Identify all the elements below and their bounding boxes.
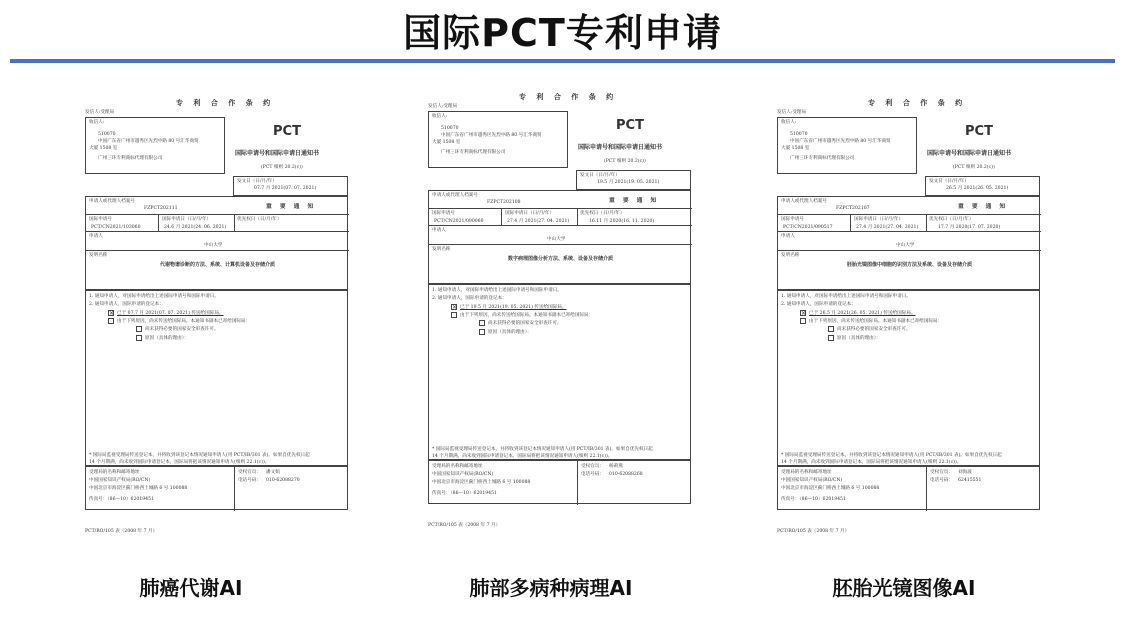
recipient-box — [428, 111, 568, 168]
priority-label: 优先权日（日/月/年） — [580, 211, 625, 216]
rule-reference: (PCT 细则 20.2(c)) — [953, 165, 995, 170]
footnote-line2: 14 个月期满，尚未收到国际申请登记本，国际局将把该情况通知申请人(细则 22.1(c))。 — [89, 460, 270, 465]
footnote-line2: 14 个月期满，尚未收到国际申请登记本，国际局将把该情况通知申请人(细则 22.1(c))。 — [781, 460, 962, 465]
checkbox-transmitted: ✕ — [452, 304, 458, 311]
notice-item-1: 1. 通知申请人，对国际申请给出上述国际申请号和国际申请日。 — [89, 294, 219, 299]
transmitted-text: 已于 26.5 月 2021(26. 05. 2021) 传送给国际局。 — [809, 311, 916, 316]
form-code: PCT/RO/105 表（2008 年 7 月） — [428, 523, 501, 528]
other-reason-text: 原因（具体的理由）： — [837, 336, 881, 341]
security-clearance-text: 尚未获得必要的国家安全审查许可。 — [488, 321, 562, 326]
applicant-label: 申请人 — [781, 234, 795, 239]
recipient-postcode: 510070 — [790, 132, 808, 137]
fax-number: 传真号：（86—10）62019451 — [89, 497, 154, 502]
page-title: 国际PCT专利申请 — [403, 11, 722, 55]
office-box — [777, 466, 1040, 510]
mail-date-label: 发文日（日/月/年） — [237, 179, 277, 184]
recipient-agency: 广州三环专利商标代理有限公司 — [98, 156, 163, 161]
transmitted-text: 已于 07.7 月 2021(07. 07. 2021) 传送给国际局。 — [117, 311, 224, 316]
not-transmitted-text: 由于下列原因，尚未传送给国际局。本通知书副本已寄给国际局： — [117, 319, 251, 324]
mail-date-box — [576, 170, 691, 190]
office-label: 受理局的名称和邮寄地址 — [781, 470, 832, 475]
phone-number: 62415551 — [958, 478, 982, 483]
checkbox-not-transmitted — [108, 318, 114, 324]
pct-label: PCT — [965, 124, 993, 139]
priority-label: 优先权日（日/月/年） — [237, 217, 282, 222]
important-notice: 重 要 通 知 — [609, 198, 660, 204]
pct-label: PCT — [616, 118, 644, 133]
mail-date-value: 19.5 月 2021(19. 05. 2021) — [597, 180, 660, 185]
title-underline — [10, 59, 1115, 63]
checkbox-transmitted: ✕ — [801, 310, 807, 317]
mail-date-value: 07.7 月 2021(07. 07. 2021) — [254, 186, 317, 191]
office-box — [85, 466, 348, 510]
recipient-postcode: 510070 — [441, 126, 459, 131]
transmitted-text: 已于 19.5 月 2021(19. 05. 2021) 传送给国际局。 — [460, 305, 567, 310]
office-name: 中国国家知识产权局(RO/CN) — [781, 478, 843, 483]
invention-title: 数字病理图像分析方法、系统、设备及存储介质 — [507, 256, 613, 262]
office-box — [428, 460, 691, 504]
footnote-line1: * 国际局监视受理局传送登记本，并将收到该登记本情况通知申请人(用 PCT/IB/301 表)。如果自优先权日起 — [781, 453, 1002, 458]
notice-title: 国际申请号和国际申请日通知书 — [578, 144, 663, 151]
app-date-label: 国际申请日（日/月/年） — [854, 217, 904, 222]
notice-items-box — [428, 284, 691, 460]
officer-label: 受权官员： — [930, 470, 953, 475]
checkbox-transmitted: ✕ — [109, 310, 115, 317]
security-clearance-text: 尚未获得必要的国家安全审查许可。 — [837, 327, 911, 332]
app-no-label: 国际申请号 — [89, 217, 112, 222]
invention-title: 代谢物谱诊断的方法、系统、计算机设备及存储介质 — [159, 262, 275, 268]
footnote-line2: 14 个月期满，尚未收到国际申请登记本，国际局将把该情况通知申请人(细则 22.1(c))。 — [432, 454, 613, 459]
form-code: PCT/RO/105 表（2008 年 7 月） — [85, 529, 158, 534]
phone-label: 电话号码： — [238, 478, 261, 483]
priority-value: 17.7 月 2020(17. 07. 2020) — [938, 225, 1001, 230]
pct-label: PCT — [273, 124, 301, 139]
priority-value: 16.11 月 2020(16. 11. 2020) — [589, 219, 655, 224]
notice-item-1: 1. 通知申请人，对国际申请给出上述国际申请号和国际申请日。 — [432, 288, 562, 293]
recipient-label: 收信人: — [781, 120, 797, 125]
officer-name: 潘文娟 — [266, 470, 280, 475]
file-ref-value: FZPCT202108 — [487, 200, 521, 205]
recipient-box — [85, 117, 225, 174]
recipient-address-line2: 大厦 1508 室 — [432, 140, 461, 145]
applicant-value: 中山大学 — [204, 243, 223, 248]
fax-number: 传真号：（86—10）62019451 — [432, 491, 497, 496]
recipient-address-line2: 大厦 1508 室 — [781, 146, 810, 151]
app-no-label: 国际申请号 — [781, 217, 804, 222]
recipient-address-line1: 中国广东省广州市越秀区先烈中路 80 号汇华商贸 — [441, 133, 542, 138]
office-name: 中国国家知识产权局(RO/CN) — [432, 472, 494, 477]
checkbox-not-transmitted — [800, 318, 806, 324]
recipient-address-line1: 中国广东省广州市越秀区先烈中路 80 号汇华商贸 — [98, 139, 199, 144]
file-ref-value: FZPCT202111 — [144, 206, 178, 211]
notice-item-2: 2. 通知申请人，国际申请的登记本： — [781, 302, 856, 307]
other-reason-text: 原因（具体的理由）： — [145, 336, 189, 341]
form-code: PCT/RO/105 表（2008 年 7 月） — [777, 529, 850, 534]
checkbox-other-reason — [479, 329, 485, 335]
office-address: 中国北京市海淀区蓟门桥西土城路 6 号 100088 — [89, 486, 188, 491]
pct-notice-document-2 — [428, 84, 696, 534]
sender-label: 发信人:受理局 — [777, 110, 807, 115]
important-notice: 重 要 通 知 — [958, 204, 1009, 210]
recipient-label: 收信人: — [89, 120, 105, 125]
recipient-postcode: 510070 — [98, 132, 116, 137]
phone-label: 电话号码： — [930, 478, 953, 483]
treaty-header: 专 利 合 作 条 约 — [868, 98, 967, 107]
checkbox-security-clearance — [136, 326, 142, 332]
office-address: 中国北京市海淀区蓟门桥西土城路 6 号 100088 — [781, 486, 880, 491]
application-details-table — [428, 190, 691, 284]
office-name: 中国国家知识产权局(RO/CN) — [89, 478, 151, 483]
notice-items-box — [85, 290, 348, 466]
applicant-value: 中山大学 — [547, 237, 566, 242]
app-no-value: PCT/CN2021/090517 — [783, 225, 833, 230]
mail-date-value: 26.5 月 2021(26. 05. 2021) — [946, 186, 1009, 191]
applicant-label: 申请人 — [89, 234, 103, 239]
checkbox-not-transmitted — [451, 312, 457, 318]
invention-label: 发明名称 — [781, 253, 800, 258]
officer-label: 受权官员： — [581, 464, 604, 469]
app-date-value: 24.6 月 2021(24. 06. 2021) — [164, 225, 227, 230]
office-address: 中国北京市海淀区蓟门桥西土城路 6 号 100088 — [432, 480, 531, 485]
sender-label: 发信人:受理局 — [85, 110, 115, 115]
office-label: 受理局的名称和邮寄地址 — [432, 464, 483, 469]
office-label: 受理局的名称和邮寄地址 — [89, 470, 140, 475]
caption-lung-cancer-metabolism: 肺癌代谢AI — [139, 576, 243, 600]
app-no-label: 国际申请号 — [432, 211, 455, 216]
recipient-agency: 广州三环专利商标代理有限公司 — [790, 156, 855, 161]
app-date-value: 27.4 月 2021(27. 04. 2021) — [856, 225, 919, 230]
mail-date-label: 发文日（日/月/年） — [929, 179, 969, 184]
application-details-table — [777, 196, 1040, 290]
app-date-value: 27.4 月 2021(27. 04. 2021) — [507, 219, 570, 224]
phone-label: 电话号码： — [581, 472, 604, 477]
caption-embryo-imaging: 胚胎光镜图像AI — [832, 576, 976, 600]
invention-label: 发明名称 — [89, 253, 108, 258]
officer-name: 刘海波 — [958, 470, 972, 475]
recipient-box — [777, 117, 917, 174]
phone-number: 010-62088270 — [266, 478, 300, 483]
file-ref-label: 申请人或代理人档案号 — [432, 193, 478, 198]
notice-item-2: 2. 通知申请人，国际申请的登记本： — [89, 302, 164, 307]
invention-title: 胚胎光镜图像中细胞的识别方法及系统、设备及存储介质 — [846, 262, 972, 268]
important-notice: 重 要 通 知 — [266, 204, 317, 210]
applicant-value: 中山大学 — [896, 243, 915, 248]
mail-date-box — [233, 176, 348, 196]
pct-notice-document-3 — [777, 90, 1045, 540]
pct-notice-document-1 — [85, 90, 353, 540]
app-date-label: 国际申请日（日/月/年） — [162, 217, 212, 222]
officer-name: 杨莉燕 — [609, 464, 623, 469]
other-reason-text: 原因（具体的理由）： — [488, 330, 532, 335]
app-date-label: 国际申请日（日/月/年） — [505, 211, 555, 216]
notice-item-2: 2. 通知申请人，国际申请的登记本： — [432, 296, 507, 301]
app-no-value: PCT/CN2021/103060 — [91, 225, 141, 230]
rule-reference: (PCT 细则 20.2(c)) — [261, 165, 303, 170]
phone-number: 010-62088268 — [609, 472, 643, 477]
notice-title: 国际申请号和国际申请日通知书 — [235, 150, 320, 157]
applicant-label: 申请人 — [432, 228, 446, 233]
rule-reference: (PCT 细则 20.2(c)) — [604, 159, 646, 164]
officer-label: 受权官员： — [238, 470, 261, 475]
notice-title: 国际申请号和国际申请日通知书 — [927, 150, 1012, 157]
checkbox-other-reason — [828, 335, 834, 341]
not-transmitted-text: 由于下列原因，尚未传送给国际局。本通知书副本已寄给国际局： — [460, 313, 594, 318]
treaty-header: 专 利 合 作 条 约 — [519, 92, 618, 101]
file-ref-value: FZPCT202107 — [836, 206, 870, 211]
checkbox-other-reason — [136, 335, 142, 341]
fax-number: 传真号：（86—10）62019451 — [781, 497, 846, 502]
mail-date-label: 发文日（日/月/年） — [580, 173, 620, 178]
invention-label: 发明名称 — [432, 247, 451, 252]
footnote-line1: * 国际局监视受理局传送登记本，并将收到该登记本情况通知申请人(用 PCT/IB/301 表)。如果自优先权日起 — [89, 453, 310, 458]
security-clearance-text: 尚未获得必要的国家安全审查许可。 — [145, 327, 219, 332]
treaty-header: 专 利 合 作 条 约 — [176, 98, 275, 107]
app-no-value: PCT/CN2021/090060 — [434, 219, 484, 224]
file-ref-label: 申请人或代理人档案号 — [89, 199, 135, 204]
not-transmitted-text: 由于下列原因，尚未传送给国际局。本通知书副本已寄给国际局： — [809, 319, 943, 324]
file-ref-label: 申请人或代理人档案号 — [781, 199, 827, 204]
checkbox-security-clearance — [479, 320, 485, 326]
caption-lung-pathology: 肺部多病种病理AI — [469, 576, 633, 600]
sender-label: 发信人:受理局 — [428, 104, 458, 109]
mail-date-box — [925, 176, 1040, 196]
recipient-address-line2: 大厦 1508 室 — [89, 146, 118, 151]
recipient-label: 收信人: — [432, 114, 448, 119]
footnote-line1: * 国际局监视受理局传送登记本，并将收到该登记本情况通知申请人(用 PCT/IB/301 表)。如果自优先权日起 — [432, 447, 653, 452]
application-details-table — [85, 196, 348, 290]
notice-items-box — [777, 290, 1040, 466]
recipient-address-line1: 中国广东省广州市越秀区先烈中路 80 号汇华商贸 — [790, 139, 891, 144]
priority-label: 优先权日（日/月/年） — [929, 217, 974, 222]
notice-item-1: 1. 通知申请人，对国际申请给出上述国际申请号和国际申请日。 — [781, 294, 911, 299]
recipient-agency: 广州三环专利商标代理有限公司 — [441, 150, 506, 155]
checkbox-security-clearance — [828, 326, 834, 332]
